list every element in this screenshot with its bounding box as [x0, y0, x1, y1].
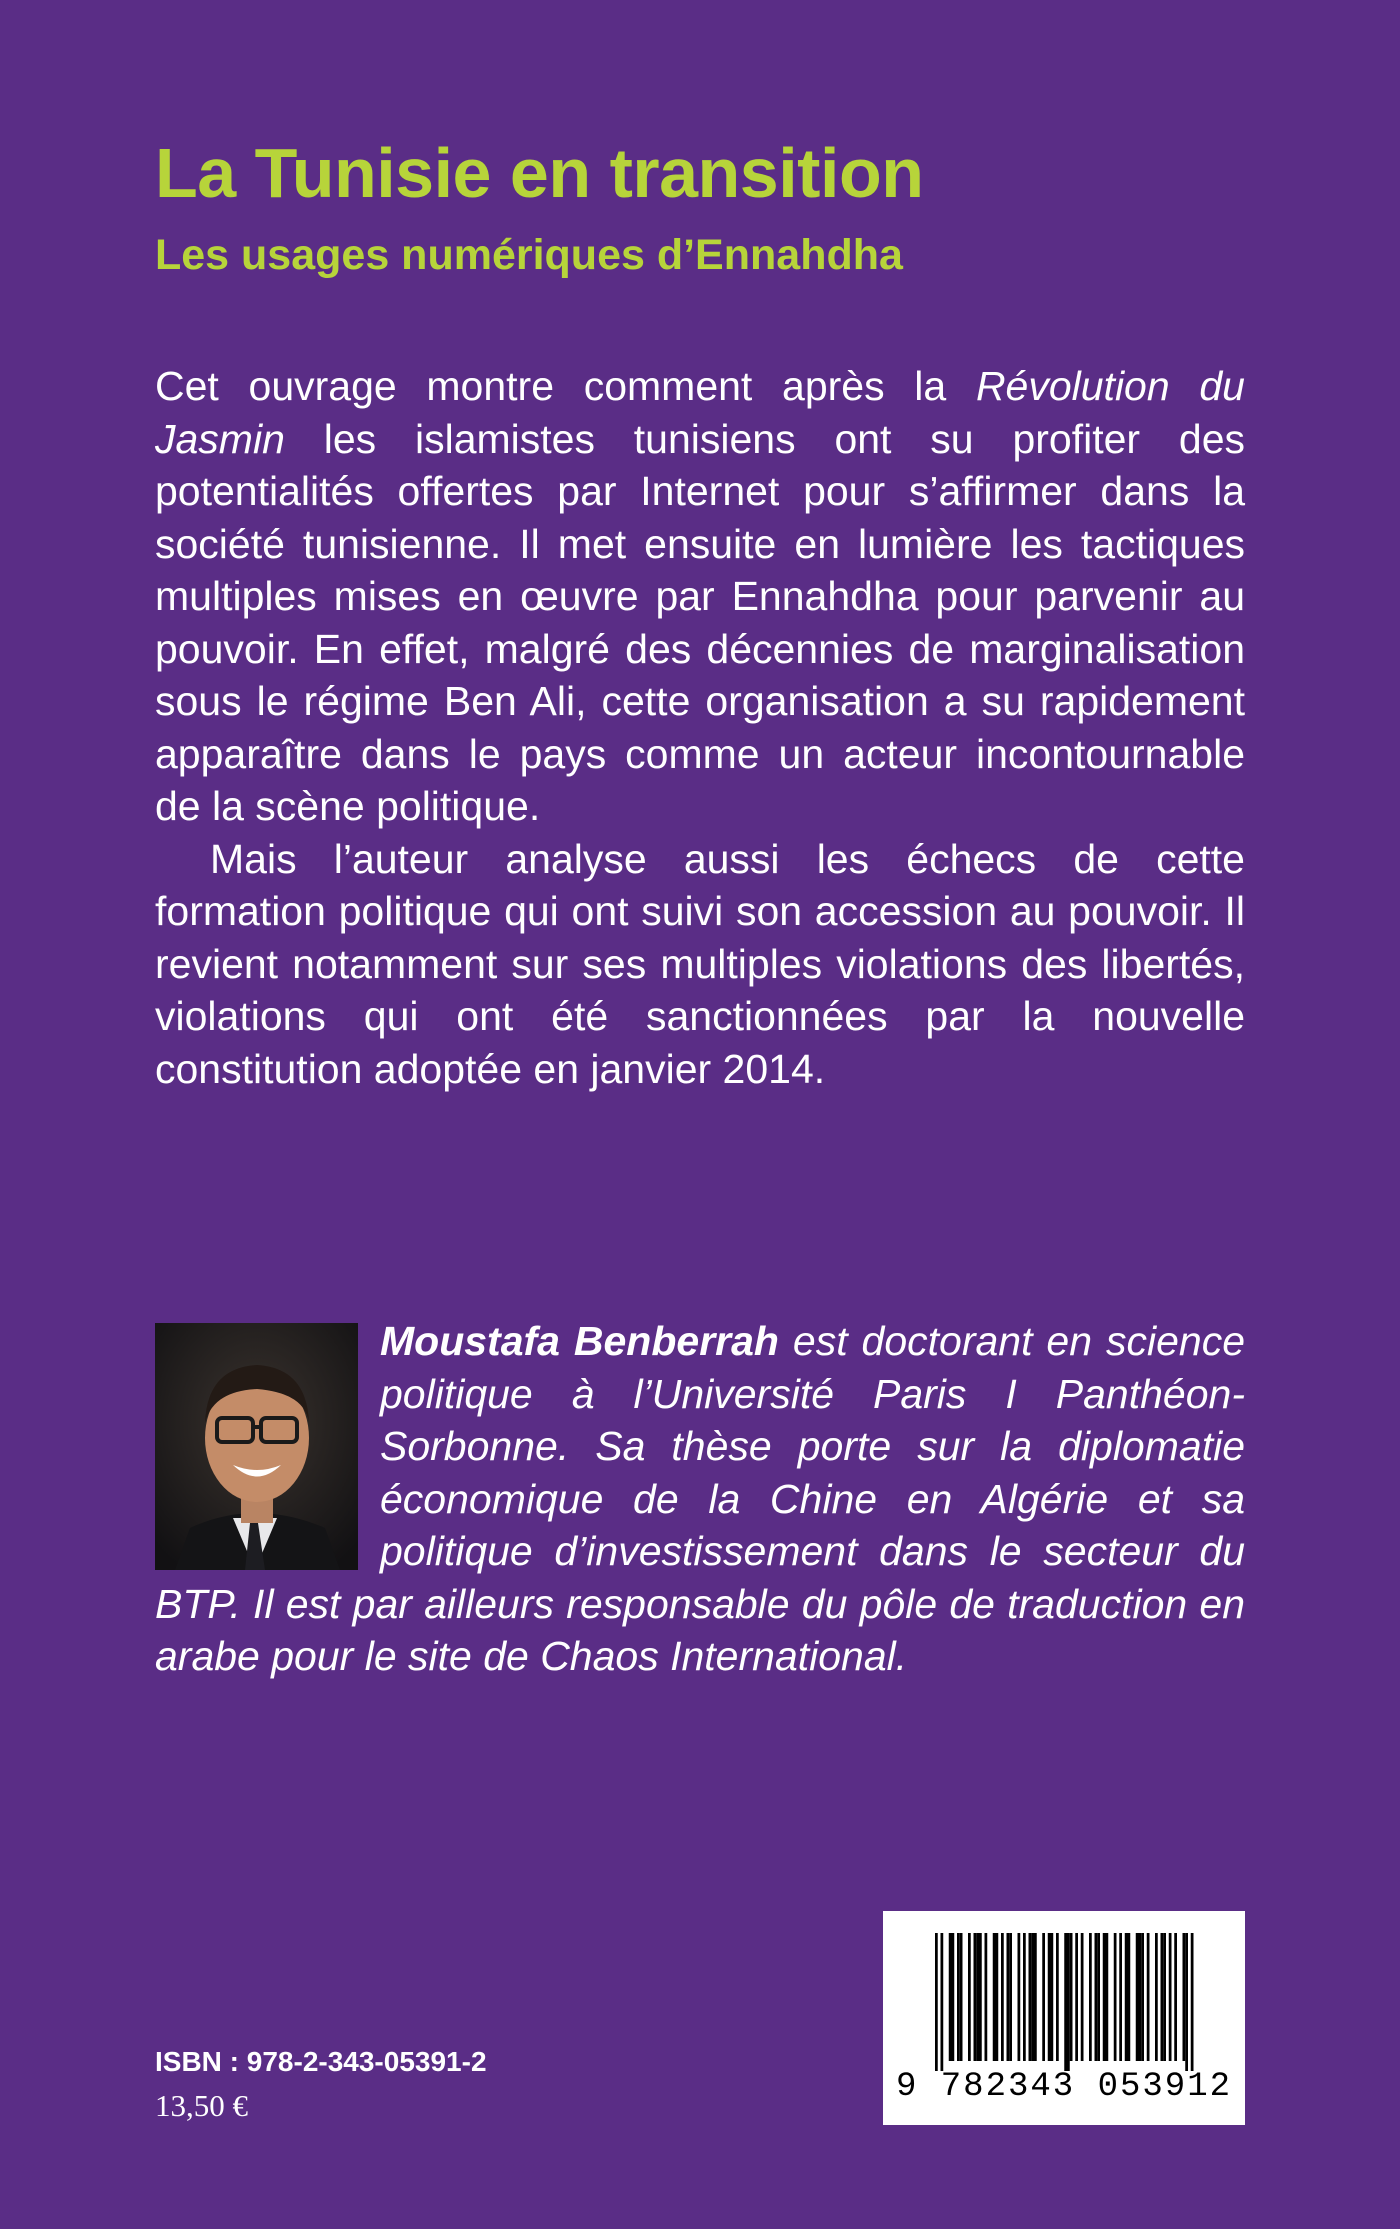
barcode-bar [1141, 1933, 1144, 2061]
barcode-bar [1125, 1933, 1128, 2061]
barcode-bar [1018, 1933, 1021, 2061]
barcode-bar [979, 1933, 982, 2061]
summary-paragraph-2: Mais l’auteur analyse aussi les échecs de cette formation politique qui ont suivi son accession au pouvoir. Il revient notamment sur ses multiples violations des libertés, violations qui ont été sanctionnées par la nouvelle constitution adoptée en janvier 2014. [155, 835, 1245, 1092]
barcode-bar [1070, 1933, 1073, 2061]
summary-paragraph-1: Cet ouvrage montre comment après la Révolution du Jasmin les islamistes tunisiens ont su profiter des potentialités offertes par Internet pour s’affirmer dans la société tunisienne. Il met ensuite en lumière les tactiques multiples mises en œuvre par Ennahdha pour parvenir au pouvoir. En effet, malgré des décennies de marginalisation sous le régime Ben Ali, cette organisation a su rapidement apparaître dans le pays comme un acteur incontournable de la scène politique. [155, 363, 1245, 829]
isbn: ISBN : 978-2-343-05391-2 [155, 2046, 487, 2077]
barcode-bar [976, 1933, 979, 2061]
author-name: Moustafa Benberrah [380, 1318, 779, 1364]
barcode-bar [1095, 1933, 1098, 2061]
barcode-bar [1183, 1933, 1186, 2061]
barcode-bar [1119, 1933, 1122, 2061]
barcode-bar [952, 1933, 955, 2061]
barcode-bar [1081, 1933, 1084, 2061]
barcode-bar [1075, 1933, 1078, 2061]
barcode-bar [1136, 1933, 1139, 2061]
author-bio [155, 1315, 1245, 1683]
barcode-bar [1185, 1933, 1188, 2071]
barcode-bar [1007, 1933, 1010, 2061]
barcode-bar [957, 1933, 960, 2061]
barcode-bar [1089, 1933, 1092, 2061]
barcode-bar [949, 1933, 952, 2061]
barcode-bar [1147, 1933, 1150, 2061]
summary-text [155, 360, 1245, 1095]
barcode-bar [1051, 1933, 1054, 2061]
barcode-bar [935, 1933, 938, 2071]
barcode-bar [1009, 1933, 1012, 2061]
author-bio-text: est doctorant en science politique à l’Université Paris I Panthéon-Sorbonne. Sa thèse porte sur la diplomatie économique de la Chine en Algérie et sa politique d’investissement dans le secteur du BTP. Il est par ailleurs responsable du pôle de traduction en arabe pour le site de Chaos International. [155, 1318, 1245, 1679]
barcode-bar [1139, 1933, 1142, 2061]
barcode-bar [1023, 1933, 1026, 2061]
barcode-bar [1174, 1933, 1177, 2061]
price: 13,50 € [155, 2088, 248, 2123]
barcode-bar [1103, 1933, 1106, 2061]
barcode-bar [1163, 1933, 1166, 2061]
barcode-bar [1064, 1933, 1067, 2071]
author-photo [155, 1323, 358, 1570]
barcode [883, 1911, 1245, 2125]
book-subtitle: Les usages numériques d’Ennahdha [155, 231, 903, 279]
barcode-bar [1056, 1933, 1059, 2061]
emphasis-revolution: Révolution du Jasmin [155, 363, 1245, 462]
barcode-bar [1191, 1933, 1194, 2071]
barcode-bar [1067, 1933, 1070, 2071]
barcode-bar [996, 1933, 999, 2061]
barcode-bar [1106, 1933, 1109, 2061]
barcode-digits: 9 782343 053912 [895, 2068, 1233, 2106]
barcode-bar [985, 1933, 988, 2061]
barcode-bar [974, 1933, 977, 2061]
barcode-bar [993, 1933, 996, 2061]
barcode-bar [1048, 1933, 1051, 2061]
barcode-bar [1169, 1933, 1172, 2061]
barcode-bar [1042, 1933, 1045, 2061]
barcode-bar [1155, 1933, 1158, 2061]
barcode-bar [1128, 1933, 1131, 2061]
barcode-bar [1034, 1933, 1037, 2061]
barcode-bar [960, 1933, 963, 2061]
barcode-bar [1161, 1933, 1164, 2061]
barcode-bar [968, 1933, 971, 2061]
barcode-bar [1097, 1933, 1100, 2061]
barcode-bar [941, 1933, 944, 2071]
barcode-bar [1031, 1933, 1034, 2061]
barcode-bar [1029, 1933, 1032, 2061]
barcode-bar [1114, 1933, 1117, 2061]
barcode-bar [1001, 1933, 1004, 2061]
author-portrait-image [155, 1323, 358, 1570]
book-title: La Tunisie en transition [155, 134, 924, 212]
